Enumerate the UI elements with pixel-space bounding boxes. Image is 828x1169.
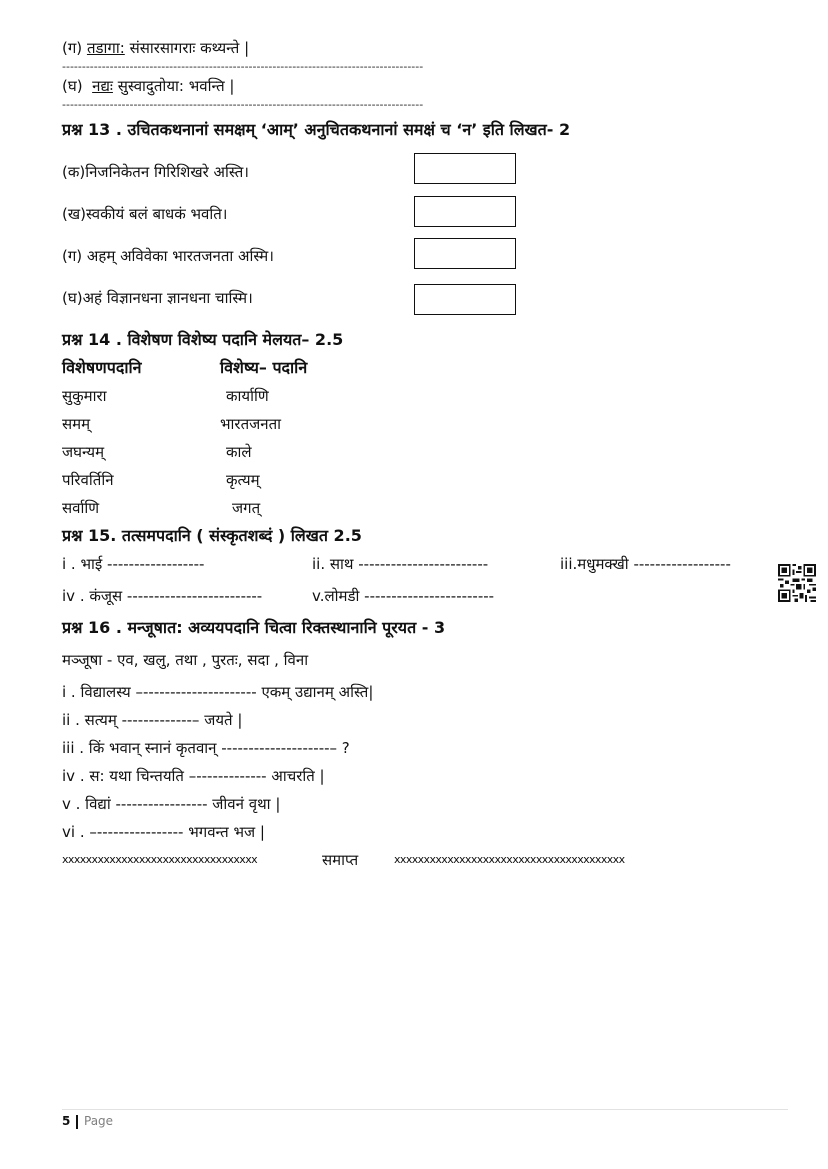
q15-heading: प्रश्न 15. तत्समपदानि ( संस्कृतशब्दं ) लिखत 2.5 (62, 526, 362, 545)
q14-heading: प्रश्न 14 . विशेषण विशेष्य पदानि मेलयत– 2.5 (62, 330, 344, 349)
q14-left-4: परिवर्तिनि (62, 471, 114, 489)
q13-item-1: (क)निजनिकेतन गिरिशिखरे अस्ति। (62, 163, 249, 181)
q16-line-4: iv . स: यथा चिन्तयति –------------- आचरति | (62, 767, 325, 785)
line-gha-rest: सुस्वादुतोया: भवन्ति | (117, 77, 235, 95)
q16-line-3: iii . किं भवान् स्नानं कृतवान् --------------------– ? (62, 739, 350, 757)
q15-item-iv: iv . कंजूस ------------------------- (62, 587, 263, 605)
q14-left-5: सर्वाणि (62, 499, 100, 517)
q13-answer-box-4[interactable] (414, 284, 516, 315)
q14-left-2: समम् (62, 415, 91, 433)
separator-2: ------------------------------------------------------------------------------------------- (62, 98, 424, 111)
end-marker-right: xxxxxxxxxxxxxxxxxxxxxxxxxxxxxxxxxxxxxxx (394, 853, 625, 866)
q16-heading: प्रश्न 16 . मन्जूषात: अव्ययपदानि चित्वा रिक्तस्थानानि पूरयत - 3 (62, 618, 446, 637)
q13-answer-box-3[interactable] (414, 238, 516, 269)
q13-item-4: (घ)अहं विज्ञानधना ज्ञानधना चास्मि। (62, 289, 253, 307)
q14-right-5: जगत् (232, 499, 261, 517)
page-number-separator (76, 1115, 78, 1129)
line-gha (62, 76, 235, 96)
q15-item-i: i . भाई ------------------ (62, 555, 205, 573)
footer-divider (62, 1109, 788, 1110)
q16-manjusha: मञ्जूषा - एव, खलु, तथा , पुरतः, सदा , विना (62, 651, 309, 669)
line-ga-rest: संसारसागराः कथ्यन्ते | (129, 39, 250, 57)
qr-code-icon (778, 564, 816, 602)
q13-answer-box-2[interactable] (414, 196, 516, 227)
q16-line-1: i . विद्यालस्य –--------------------- एकम् उद्यानम् अस्ति| (62, 683, 374, 701)
line-ga (62, 38, 249, 58)
end-marker-word: समाप्त (322, 851, 359, 869)
page-label: Page (84, 1114, 114, 1128)
q14-col1-header: विशेषणपदानि (62, 358, 142, 377)
q16-line-5: v . विद्यां ----------------- जीवनं वृथा | (62, 795, 281, 813)
q15-item-ii: ii. साथ ------------------------ (312, 555, 489, 573)
q14-left-3: जघन्यम् (62, 443, 105, 461)
q14-right-4: कृत्यम् (226, 471, 260, 489)
q13-heading: प्रश्न 13 . उचितकथनानां समक्षम् ‘आम्’ अनुचितकथनानां समक्षं च ‘न’ इति लिखत- 2 (62, 120, 571, 139)
end-marker-left: xxxxxxxxxxxxxxxxxxxxxxxxxxxxxxxxx (62, 853, 258, 866)
q15-item-iii: iii.मधुमक्खी ------------------ (560, 555, 731, 573)
q14-right-1: कार्याणि (226, 387, 269, 405)
separator-1: ------------------------------------------------------------------------------------------- (62, 60, 424, 73)
line-ga-word: तडागा: (86, 39, 125, 57)
q16-line-6: vi . –---------------- भगवन्त भज | (62, 823, 265, 841)
q13-item-2: (ख)स्वकीयं बलं बाधकं भवति। (62, 205, 228, 223)
q13-answer-box-1[interactable] (414, 153, 516, 184)
page-number: 5 (62, 1114, 71, 1128)
q13-item-3: (ग) अहम् अविवेका भारतजनता अस्मि। (62, 247, 274, 265)
q14-right-3: काले (226, 443, 252, 461)
q14-col2-header: विशेष्य– पदानि (220, 358, 308, 377)
line-ga-label: (ग) (62, 39, 83, 57)
q16-line-2: ii . सत्यम् -------------– जयते | (62, 711, 243, 729)
line-gha-word: नद्यः (92, 77, 113, 95)
q14-right-2: भारतजनता (220, 415, 282, 433)
q14-left-1: सुकुमारा (62, 387, 107, 405)
q15-item-v: v.लोमडी ------------------------ (312, 587, 495, 605)
line-gha-label: (घ) (62, 77, 83, 95)
